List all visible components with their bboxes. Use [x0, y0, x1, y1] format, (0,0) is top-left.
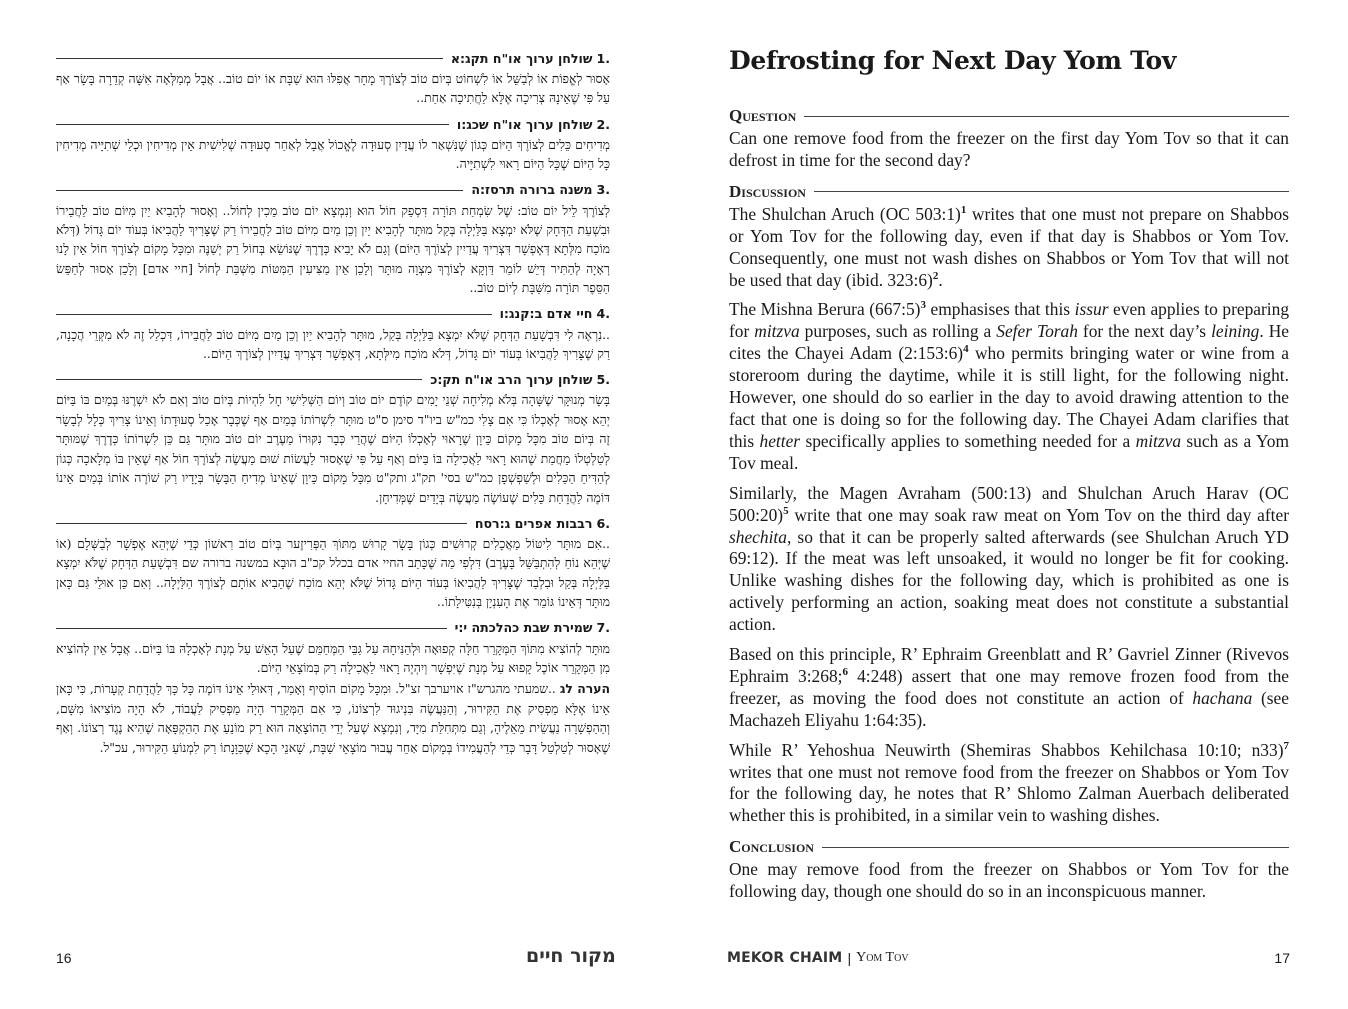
source-7 — [56, 618, 610, 757]
source-number: .2 — [596, 116, 610, 132]
source-number: .1 — [596, 50, 610, 66]
source-heading — [56, 114, 610, 135]
source-title: חיי אדם ב:קנג:ו — [499, 306, 593, 322]
article-title: Defrosting for Next Day Yom Tov — [729, 46, 1177, 75]
page-number-left: 16 — [56, 950, 72, 966]
source-3 — [56, 180, 610, 298]
discussion-paragraph-4: Based on this principle, R’ Ephraim Greenblatt and R’ Gavriel Zinner (Rivevos Ephraim 3:268;$^6$ 4:248) assert that one may remove frozen food from the freezer, as moving the food does not constitute an action of hachana (see Machazeh Eliyahu 1:64:35). — [729, 644, 1289, 730]
source-6 — [56, 513, 610, 612]
source-1 — [56, 48, 610, 108]
source-title: שולחן ערוך הרב או"ח תק:כ — [430, 372, 593, 388]
running-head-section: Yom Tov — [856, 950, 909, 965]
source-heading — [56, 369, 610, 390]
source-text: לְצוֹרֶךְ לֵיל יוֹם טוֹב: שֶׁל שִׂמְחַת תּוֹרָה דִּסְפֵק חוֹל הוּא וְנִמְצָא יוֹם טוֹב מֵכִין לְחוֹל.. וְאָסוּר לְהָבִיא יַיִן מִיּוֹם טוֹב לַחֲבֵירוֹ וּבִשְׁעַת הַדְּחָק שֶׁלֹּא יִמְצָא בַּלַּיְלָה בְּקַל מוּתָּר לְהָבִיא יַיִן וְכֵן מַיִם מִיּוֹם טוֹב לַחֲבֵירוֹ רַק שֶׁצָּרִיךְ לַהֲבִיאוֹ בְּעוֹד יוֹם גָּדוֹל (דְּלֹא מוֹכַח מִלְּתָא דְּאֶפְשָׁר דִּצְרִיךְ עֲדַיִין לְצוֹרֶךְ הַיּוֹם) וְגַם לֹא יָבִיא כְּדֶרֶךְ שֶׁנּוֹשֵׂא בְּחוֹל רַק יְשַׁנֶּה וּמִכָּל מָקוֹם לְצוֹרֶךְ חוֹל אֵין לָנוּ רְאָיָה לְהַתִּיר דְּיֵשׁ לוֹמַר דַּוְקָא לְצוֹרֶךְ מִצְוָה מוּתָּר וְלָכֵן אֵין מַצִּיעִין הַמִּטּוֹת מִשְּׁבַּת לְחוֹל [חיי אדם] וְלָכֵן אָסוּר לְחַפֵּשׂ הַסֵּפֶר תּוֹרָה מִשַּׁבָּת לְיוֹם טוֹב.. — [56, 202, 610, 296]
conclusion-text: One may remove food from the freezer on Shabbos or Yom Tov for the following day, though one should do so in an inconspicuous manner. — [729, 859, 1289, 902]
discussion-paragraph-3: Similarly, the Magen Avraham (500:13) and Shulchan Aruch Harav (OC 500:20)$^5$ write that one may soak raw meat on Yom Tov on the third day after shechita, so that it can be properly salted afterwards (see Shulchan Aruch YD 69:12). If the meat was left unsoaked, it would no longer be fit for cooking. Unlike washing dishes for the following day, which is prohibited as one is actively performing an action, soaking meat does not constitute a substantial action. — [729, 482, 1289, 635]
english-logo: MEKOR CHAIM — [727, 950, 843, 966]
source-text: אָסוּר לְאֱפוֹת אוֹ לְבַשֵּׁל אוֹ לִשְׁחוֹט בְּיוֹם טוֹב לְצוֹרֶךְ מָחָר אֲפִלּוּ הוּא שַׁבָּת אוֹ יוֹם טוֹב.. אֲבָל מְמַלְּאָה אִשָּׁה קְדֵרָה בָּשָׂר אַף עַל פִּי שֶׁאֵינָהּ צְרִיכָה אֶלָּא לַחֲתִיכָה אַחַת.. — [56, 71, 610, 106]
heading-rule — [56, 190, 463, 191]
source-number: .6 — [596, 515, 610, 531]
heading-rule — [804, 116, 1289, 117]
running-head-separator: | — [847, 950, 852, 966]
page-number-right: 17 — [1274, 950, 1290, 966]
source-text: מְדִיחִים כֵּלִים לְצוֹרֶךְ הַיּוֹם כְּגוֹן שֶׁנִּשְׁאַר לוֹ עֲדַיִן סְעוּדָה לֶאֱכוֹל אֲבָל לְאַחַר סְעוּדָה שְׁלִישִׁית אֵין מְדִיחִין וּכְלֵי שְׁתִיָּיה מְדִיחִין כָּל הַיּוֹם שֶׁכָּל הַיּוֹם רָאוּי לִשְׁתִיָּיה. — [56, 136, 610, 172]
source-text: בָּשָׂר מְנוּקָּר שֶׁשָּׁהָה בְּלֹא מְלִיחָה שְׁנֵי יָמִים קוֹדֶם יוֹם טוֹב וְיוֹם הַשְּׁלִישִׁי חָל לִהְיוֹת בְּיוֹם טוֹב וְאִם לֹא יִשְׁרֶנּוּ בְּמַיִם בּוֹ בַּיּוֹם יְהֵא אָסוּר לְאָכְלוֹ כִּי אִם צָלִי כמ"ש ביו"ד סימן ס"ט מוּתָּר לִשְׁרוֹתוֹ בְּמַיִם אַף שֶׁכְּבָר אָכַל סְעוּדָתוֹ וְאֵינוֹ צָרִיךְ כְּלָל לְבָשָׂר זֶה בְּיוֹם טוֹב מִכָּל מָקוֹם כֵּיוָן שֶׁרָאוּי לְאָכְלוֹ הַיּוֹם שֶׁהֲרֵי כְּבָר נִקּוּרוֹ מֵעֶרֶב יוֹם טוֹב מוּתָּר גַּם כֵּן לִשְׁרוֹתוֹ כְּדֶרֶךְ שֶׁמּוּתָּר לְטַלְטְלוֹ מֵחֲמַת שֶׁהוּא רָאוּי לַאֲכִילָה בּוֹ בַּיּוֹם וְאַף עַל פִּי שֶׁאָסוּר לַעֲשׂוֹת שׁוּם מַעֲשֶׂה לְצוֹרֶךְ חוֹל אַף שֶׁאֵין בּוֹ מְלָאכָה כְּגוֹן לְהַדִּיחַ הַכֵּלִים וּלְשַׁפְשְׁפָן כמ"ש בסי' תק"ג ותק"ט מִכָּל מָקוֹם כֵּיוָן שֶׁאֵינוֹ מְדִיחַ הַבָּשָׂר בְּיָדָיו רַק שׁוֹרֶה אוֹתוֹ בְּמַיִם אֵינוֹ דּוֹמֶה לַהֲדָחַת כֵּלִים שֶׁעוֹשֶׂה מַעֲשֶׂה בְּיָדַיִם שֶׁמְּדִיחָן. — [56, 392, 610, 505]
hebrew-logo: מקור חיים — [526, 945, 616, 967]
heading-rule — [56, 58, 443, 59]
sources-list — [56, 48, 610, 763]
heading-rule — [56, 523, 467, 524]
source-heading — [56, 513, 610, 534]
source-5 — [56, 369, 610, 506]
source-number: .7 — [596, 620, 610, 636]
source-4 — [56, 304, 610, 364]
source-heading — [56, 304, 610, 325]
source-heading — [56, 180, 610, 201]
source-title: משנה ברורה תרסז:ה — [471, 182, 593, 198]
source-note — [56, 679, 610, 757]
discussion-paragraph-2: The Mishna Berura (667:5)$^3$ emphasises that this issur even applies to preparing for mitzva purposes, such as rolling a Sefer Torah for the next day’s leining. He cites the Chayei Adam (2:153:6)$^4$ who permits bringing water or wine from a storeroom during the daytime, while it is still light, for the following night. However, one should do so earlier in the day to avoid drawing attention to the fact that one is doing so for the following day. The Chayei Adam clarifies that this hetter specifically applies to something needed for a mitzva such as a Yom Tov meal. — [729, 299, 1290, 473]
source-title: שמירת שבת כהלכתה י:י — [454, 620, 593, 636]
note-label: הערה לג — [559, 681, 610, 697]
question-heading — [729, 104, 1289, 128]
source-title: שולחן ערוך או"ח תקג:א — [450, 50, 593, 66]
source-text: ..נִרְאֶה לִי דִּבְשָׁעַת הַדְּחָק שֶׁלֹּא יִמְצָא בַּלַּיְלָה בְּקַל, מוּתָּר לְהָבִיא יַיִן וְכֵן מַיִם מִיּוֹם טוֹב לַחֲבֵירוֹ, דִּכְלַל זֶה לֹא מִקְּרֵי הֲכָנָה, רַק שֶׁצָּרִיךְ לַהֲבִיאוֹ בְּעוֹד יוֹם גָּדוֹל, דְּלֹא מוֹכַח מִילְּתָא, דְּאֶפְשָׁר דִּצְרִיךְ עֲדַיִין לְצוֹרֶךְ הַיּוֹם.. — [56, 326, 610, 362]
source-number: .5 — [596, 372, 610, 388]
source-text: מוּתָּר לְהוֹצִיא מִתּוֹךְ הַמְּקָרֵר חַלָּה קְפוּאָה וּלְהַנִּיחָהּ עַל גַּבֵּי הַמְּחַמֵּם שֶׁעַל הָאֵשׁ עַל מְנָת לְאָכְלָהּ בּוֹ בַּיּוֹם.. אֲבָל אֵין לְהוֹצִיא מִן הַמְּקָרֵר אוֹכֶל קָפוּא עַל מְנָת שֶׁיִּפְשָׁר וְיִהְיֶה רָאוּי לַאֲכִילָה רַק בְּמוֹצָאֵי הַיּוֹם. — [56, 640, 610, 675]
heading-rule — [814, 191, 1289, 192]
source-2 — [56, 114, 610, 174]
right-page — [674, 0, 1348, 1009]
heading-rule — [56, 379, 422, 380]
source-heading — [56, 48, 610, 69]
discussion-paragraph-5: While R’ Yehoshua Neuwirth (Shemiras Shabbos Kehilchasa 10:10; n33)$^7$ writes that one must not remove food from the freezer on Shabbos or Yom Tov for the following day, he notes that R’ Shlomo Zalman Auerbach deliberated whether this is prohibited, in a similar vein to washing dishes. — [729, 739, 1289, 826]
source-number: .3 — [596, 182, 610, 198]
conclusion-heading — [729, 835, 1289, 859]
heading-rule — [56, 628, 447, 629]
discussion-heading-label: Discussion — [729, 181, 806, 201]
discussion-paragraph-1: The Shulchan Aruch (OC 503:1)$^1$ writes that one must not prepare on Shabbos or Yom Tov for the following day, even if that day is Shabbos or Yom Tov. Consequently, one must not wash dishes on Shabbos or Yom Tov that will not be used that day (ibid. 323:6)$^2$. — [729, 203, 1289, 290]
heading-rule — [822, 847, 1289, 848]
heading-rule — [56, 124, 449, 125]
source-title: שולחן ערוך או"ח שכג:ו — [456, 116, 593, 132]
article — [729, 44, 1289, 911]
question-heading-label: Question — [729, 106, 797, 125]
source-number: .4 — [596, 306, 610, 322]
source-title: רבבות אפרים ג:רסח — [474, 515, 593, 531]
question-text: Can one remove food from the freezer on the first day Yom Tov so that it can defrost in time for the second day? — [729, 128, 1289, 170]
conclusion-heading-label: Conclusion — [729, 837, 814, 857]
source-text: ..אִם מוּתָּר לִיטּוֹל מַאֲכָלִים קְרוּשִׁים כְּגוֹן בָּשָׂר קָרוּשׁ מִתּוֹךְ הַפְּרִיזֶער בְּיוֹם טוֹב רִאשׁוֹן כְּדֵי שֶׁיְּהֵא אֶפְשָׁר לְבַשְּׁלָם (אוֹ שֶׁיְּהֵא נוֹחַ לְהִתְבַּשֵּׁל בָּעֶרֶב) דִּלְפִי מַה שֶּׁכָּתַב החיי אדם בכלל קכ"ב הוּבָא במשנה ברורה שם דִּבְשָׁעַת הַדְּחָק שֶׁלֹּא יִמְצָא בַּלַּיְלָה בְּקַל וּבִלְבַד שֶׁצָּרִיךְ לַהֲבִיאוֹ בְּעוֹד הַיּוֹם גָּדוֹל שֶׁלֹּא יְהֵא מוֹכַח שֶׁהֵבִיא אוֹתָם לְצוֹרֶךְ הַלַּיְלָה.. וְאִם כֵּן אוּלַי גַּם כָּאן מוּתָּר דְּאֵינוֹ גּוֹמֵר אֶת הָעִנְיָן בְּנִטִּילָתוֹ.. — [56, 535, 610, 610]
source-heading — [56, 618, 610, 639]
heading-rule — [56, 314, 492, 315]
discussion-heading — [729, 180, 1289, 204]
note-text: ..שמעתי מהגרש"ז אויערבך זצ"ל. וּמִכָּל מָקוֹם הוֹסִיף וְאָמַר, דְּאוּלַי אֵינוֹ דּוֹמֶה כָּל כָּךְ לַהֲדָחַת קְעָרוֹת, כִּי כָּאן אֵינוֹ אֶלָּא מַפְסִיק אֶת הַקִּירוּר, וְהַנַּעֲשֶׂה בִּנְיגוּד לִרְצוֹנוֹ, כִּי אִם הַמְּקָרֵר הָיָה מַפְסִיק לַעֲבוֹד, לֹא הָיָה מוֹצִיאוֹ מִשָּׁם, וְהַהַפְשָׁרָה נַעֲשֵׂית מֵאֵלֶיהָ, וְגַם מִתְּחִלַּת מִיָּד, וְנִמְצָא שֶׁעַל יְדֵי הַהוֹצָאָה הוּא רַק מוֹנֵעַ אֶת הַהַקְפָּאָה שֶׁהִיא נֶגֶד רְצוֹנוֹ. וְאַף שֶׁאָסוּר לְטַלְטֵל דָּבָר כְּדֵי לְהַעֲמִידוֹ בְּמָקוֹם אַחֵר עֲבוּר מוֹצָאֵי שַׁבָּת, שָׁאנֵי הָכָא שֶׁכַּוָּנָתוֹ רַק לִמְנוֹעַ הַקִּירוּר, עכ"ל. — [56, 681, 610, 755]
running-head — [727, 950, 909, 966]
